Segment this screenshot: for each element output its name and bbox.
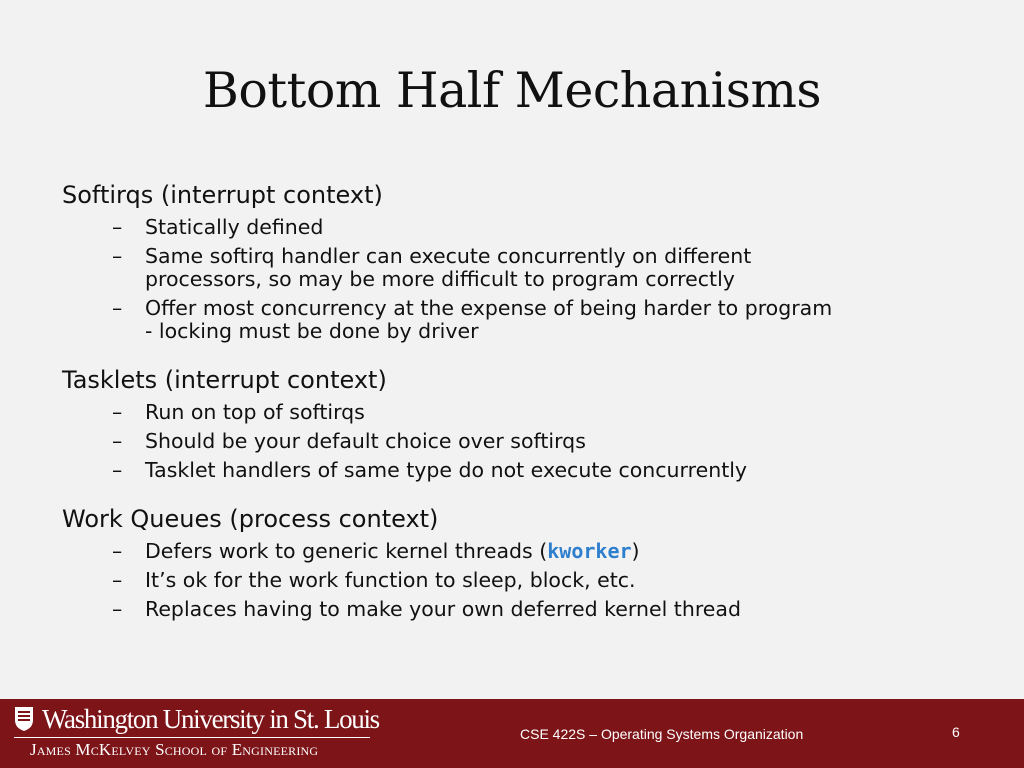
kworker-code: kworker [547, 539, 632, 563]
bullet-text: It’s ok for the work function to sleep, block, etc. [145, 568, 636, 592]
bullet-text-continued: processors, so may be more difficult to program correctly [145, 267, 735, 291]
bullet-item [62, 598, 982, 621]
bullet-item [62, 540, 982, 563]
bullet-dash: – [112, 458, 123, 482]
university-shield-icon [14, 706, 34, 732]
page-number: 6 [952, 724, 960, 740]
bullet-text: Offer most concurrency at the expense of being harder to program [145, 296, 833, 320]
bullet-dash: – [112, 597, 123, 621]
bullet-text: Run on top of softirqs [145, 400, 365, 424]
bullet-text: Tasklet handlers of same type do not execute concurrently [145, 458, 748, 482]
bullet-item [62, 297, 982, 343]
university-logo [12, 702, 379, 764]
slide-content [62, 180, 982, 643]
section-heading: Work Queues (process context) [62, 505, 439, 533]
bullet-text: Should be your default choice over softirqs [145, 429, 586, 453]
bullet-list [62, 216, 982, 343]
school-name: James McKelvey School of Engineering [30, 740, 319, 759]
bullet-list [62, 401, 982, 482]
bullet-dash: – [112, 244, 123, 268]
bullet-text-continued: - locking must be done by driver [145, 319, 479, 343]
bullet-dash: – [112, 568, 123, 592]
bullet-item [62, 430, 982, 453]
bullet-dash: – [112, 400, 123, 424]
section-heading: Tasklets (interrupt context) [62, 366, 387, 394]
bullet-dash: – [112, 296, 123, 320]
bullet-item [62, 401, 982, 424]
bullet-text: Same softirq handler can execute concurrently on different [145, 244, 752, 268]
bullet-item [62, 569, 982, 592]
bullet-text-end: ) [631, 539, 640, 563]
section-tasklets [62, 365, 982, 482]
section-heading: Softirqs (interrupt context) [62, 181, 383, 209]
course-name: CSE 422S – Operating Systems Organization [520, 726, 804, 742]
bullet-text: Statically defined [145, 215, 324, 239]
bullet-dash: – [112, 539, 123, 563]
section-softirqs [62, 180, 982, 343]
bullet-item [62, 459, 982, 482]
bullet-list [62, 540, 982, 621]
section-work-queues [62, 504, 982, 621]
bullet-text: Defers work to generic kernel threads ( [145, 539, 548, 563]
bullet-dash: – [112, 429, 123, 453]
bullet-item [62, 216, 982, 239]
bullet-item [62, 245, 982, 291]
university-name: Washington University in St. Louis [42, 704, 379, 734]
bullet-text: Replaces having to make your own deferred kernel thread [145, 597, 741, 621]
bullet-dash: – [112, 215, 123, 239]
logo-divider [14, 737, 370, 738]
slide-title: Bottom Half Mechanisms [202, 62, 822, 119]
